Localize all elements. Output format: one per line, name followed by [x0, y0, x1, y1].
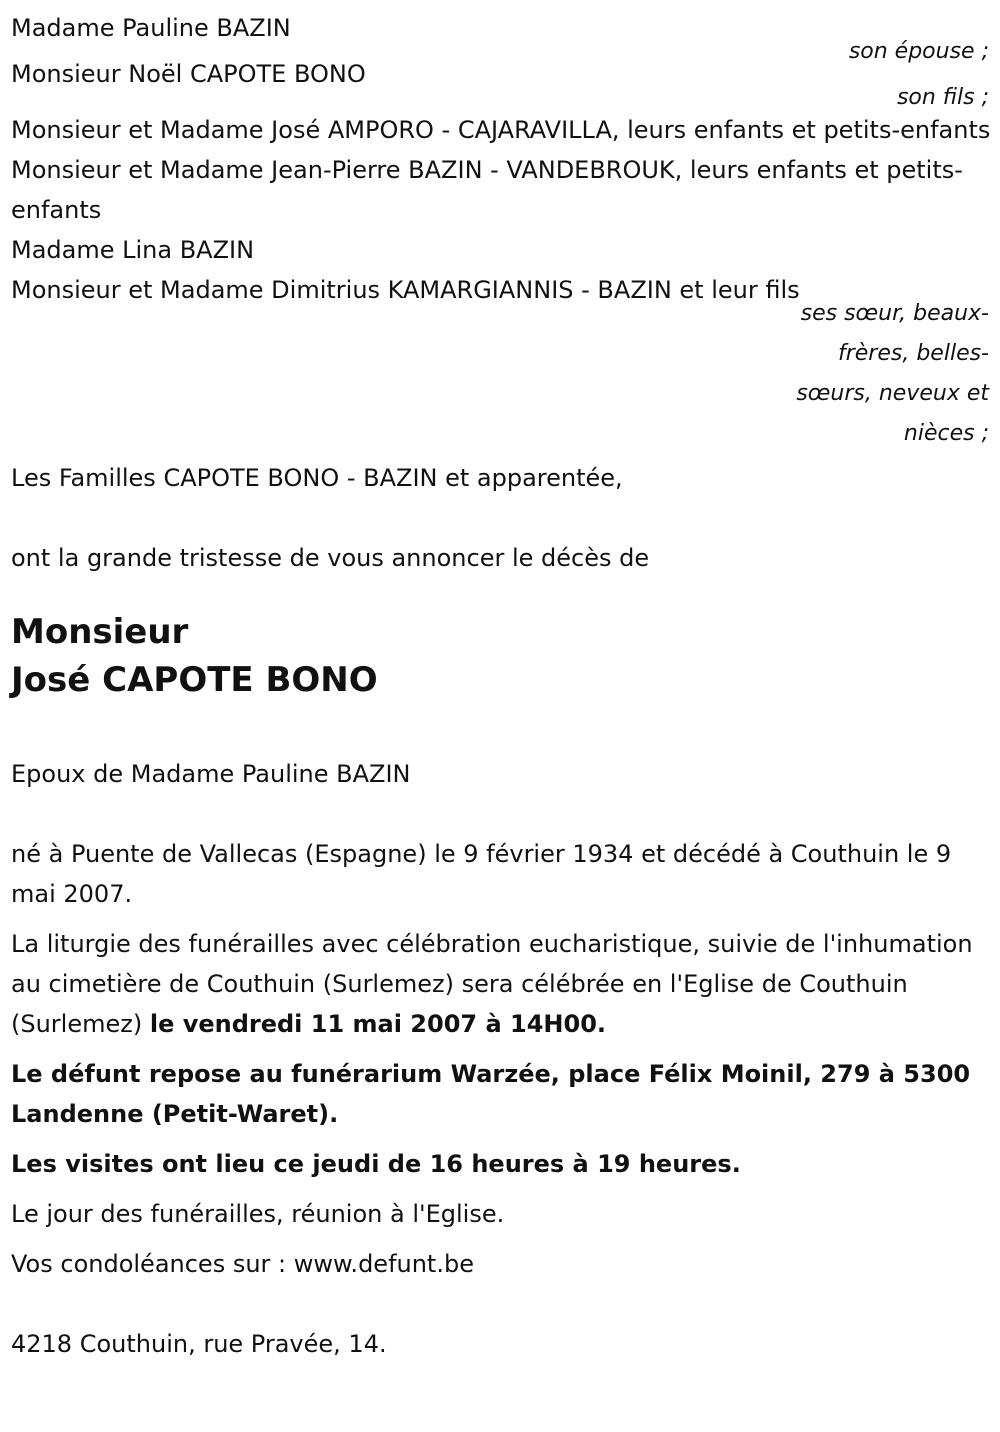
deceased-name: José CAPOTE BONO [11, 660, 378, 700]
son-role: son fils ; [896, 85, 989, 110]
spouse-line: Epoux de Madame Pauline BAZIN [11, 760, 411, 788]
spouse-name: Madame Pauline BAZIN [11, 14, 291, 42]
address: 4218 Couthuin, rue Pravée, 14. [11, 1330, 387, 1358]
liturgy-text: La liturgie des funérailles avec célébration eucharistique, suivie de l'inhumation au cimetière de Couthuin (Surlemez) sera célébrée en l'Eglise de Couthuin (Surlemez) [11, 930, 973, 1038]
son-name: Monsieur Noël CAPOTE BONO [11, 60, 366, 88]
liturgy-paragraph [11, 924, 991, 1044]
obituary-notice [11, 8, 991, 1364]
visits-info: Les visites ont lieu ce jeudi de 16 heures à 19 heures. [11, 1150, 741, 1178]
sibling-1: Monsieur et Madame José AMPORO - CAJARAVILLA, leurs enfants et petits-enfants [11, 116, 991, 144]
spouse-role: son épouse ; [848, 39, 989, 64]
announcement: ont la grande tristesse de vous annoncer le décès de [11, 544, 650, 572]
sibling-3: Madame Lina BAZIN [11, 236, 255, 264]
liturgy-date: le vendredi 11 mai 2007 à 14H00. [149, 1010, 607, 1038]
siblings-role: ses sœur, beaux-frères, belles-sœurs, neveux et nièces ; [796, 301, 989, 446]
deceased-title: Monsieur [11, 612, 189, 652]
sibling-4: Monsieur et Madame Dimitrius KAMARGIANNIS - BAZIN et leur fils [11, 276, 800, 304]
repose-info: Le défunt repose au funérarium Warzée, place Félix Moinil, 279 à 5300 Landenne (Petit-Waret). [11, 1060, 971, 1128]
birth-death: né à Puente de Vallecas (Espagne) le 9 février 1934 et décédé à Couthuin le 9 mai 2007. [11, 840, 952, 908]
condolences-info: Vos condoléances sur : www.defunt.be [11, 1250, 474, 1278]
sibling-2: Monsieur et Madame Jean-Pierre BAZIN - VANDEBROUK, leurs enfants et petits-enfants [11, 156, 963, 224]
meeting-info: Le jour des funérailles, réunion à l'Eglise. [11, 1200, 505, 1228]
families-line: Les Familles CAPOTE BONO - BAZIN et apparentée, [11, 464, 623, 492]
